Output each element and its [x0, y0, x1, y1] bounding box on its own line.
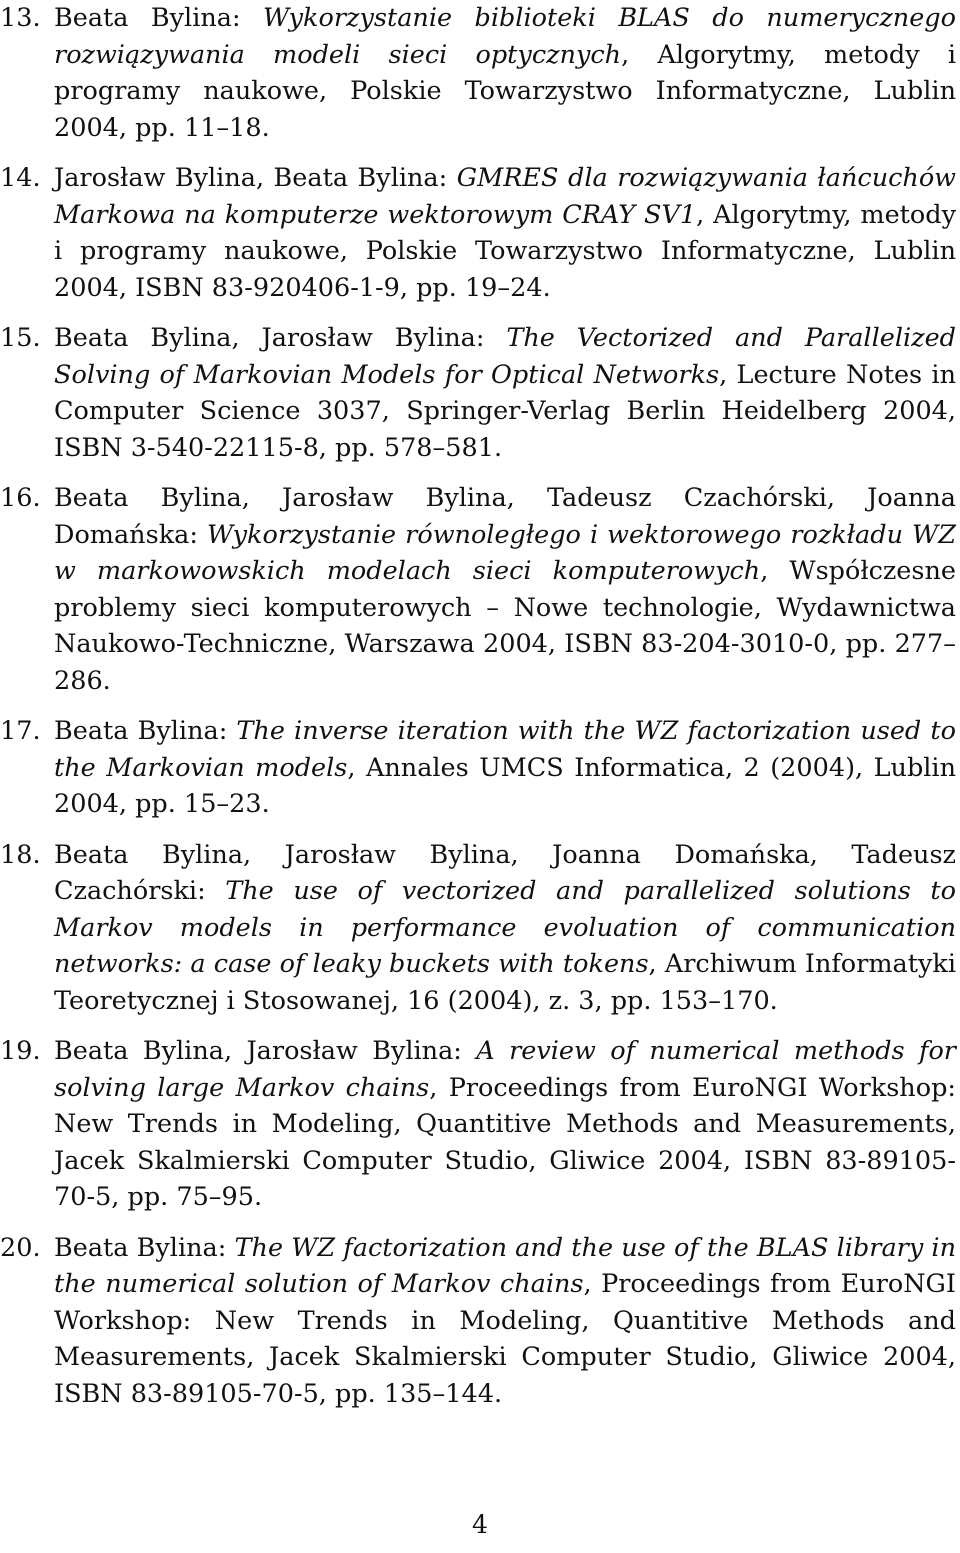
- reference-title: The Vectorized and Parallelized Solving of Markovian Models for Optical Networks: [54, 323, 956, 390]
- reference-authors: Beata Bylina, Jarosław Bylina:: [54, 323, 507, 353]
- reference-details: , Algorytmy, metody i programy naukowe, Polskie Towarzystwo Informatyczne, Lublin 2004, pp. 11–18.: [54, 39, 956, 143]
- reference-title: GMRES dla rozwiązywania łańcuchów Markowa na komputerze wektorowym CRAY SV1: [54, 163, 956, 230]
- reference-authors: Beata Bylina:: [54, 3, 263, 33]
- reference-details: , Archiwum Informatyki Teoretycznej i Stosowanej, 16 (2004), z. 3, pp. 153–170.: [54, 949, 956, 1016]
- reference-item-15: [0, 320, 956, 466]
- reference-item-20: [0, 1230, 956, 1413]
- reference-item-19: [0, 1033, 956, 1216]
- reference-item-16: [0, 480, 956, 699]
- reference-details: , Proceedings from EuroNGI Workshop: New Trends in Modeling, Quantitive Methods and Measurements, Jacek Skalmierski Computer Studio, Gliwice 2004, ISBN 83-89105-70-5, pp. 135–144.: [54, 1269, 956, 1409]
- reference-item-18: [0, 837, 956, 1020]
- reference-number: 18.: [0, 839, 41, 870]
- reference-authors: Beata Bylina:: [54, 716, 237, 746]
- reference-details: , Algorytmy, metody i programy naukowe, Polskie Towarzystwo Informatyczne, Lublin 2004, ISBN 83-920406-1-9, pp. 19–24.: [54, 199, 956, 303]
- reference-number: 15.: [0, 323, 41, 353]
- reference-details: , Annales UMCS Informatica, 2 (2004), Lublin 2004, pp. 15–23.: [54, 752, 957, 819]
- reference-details: , Lecture Notes in Computer Science 3037, Springer-Verlag Berlin Heidelberg 2004, ISBN 3-540-22115-8, pp. 578–581.: [54, 359, 956, 463]
- reference-authors: Beata Bylina, Jarosław Bylina, Tadeusz Czachórski, Joanna Domańska:: [54, 483, 956, 550]
- reference-title: Wykorzystanie biblioteki BLAS do numerycznego rozwiązywania modeli sieci optycznych: [54, 3, 956, 70]
- reference-number: 19.: [0, 1036, 41, 1066]
- reference-details: , Współczesne problemy sieci komputerowych – Nowe technologie, Wydawnictwa Naukowo-Techniczne, Warszawa 2004, ISBN 83-204-3010-0, pp. 277–286.: [54, 556, 957, 696]
- reference-title: A review of numerical methods for solving large Markov chains: [54, 1036, 957, 1103]
- reference-number: 14.: [0, 163, 41, 193]
- reference-authors: Beata Bylina:: [54, 1232, 235, 1263]
- reference-title: The WZ factorization and the use of the BLAS library in the numerical solution of Markov chains: [54, 1232, 957, 1299]
- reference-authors: Beata Bylina, Jarosław Bylina, Joanna Domańska, Tadeusz Czachórski:: [54, 839, 956, 906]
- reference-details: , Proceedings from EuroNGI Workshop: New Trends in Modeling, Quantitive Methods and Measurements, Jacek Skalmierski Computer Studio, Gliwice 2004, ISBN 83-89105-70-5, pp. 75–95.: [54, 1072, 957, 1212]
- reference-title: The inverse iteration with the WZ factorization used to the Markovian models: [54, 716, 956, 783]
- reference-item-14: [0, 160, 956, 306]
- page-number: 4: [472, 1510, 488, 1539]
- reference-number: 20.: [0, 1232, 41, 1263]
- reference-title: Wykorzystanie równoległego i wektorowego rozkładu WZ w markowowskich modelach sieci komputerowych: [54, 519, 956, 586]
- reference-number: 16.: [0, 483, 41, 513]
- reference-number: 17.: [0, 716, 41, 746]
- reference-title: The use of vectorized and parallelized solutions to Markov models in performance evoluation of communication networks: a case of leaky buckets with tokens: [54, 876, 956, 979]
- reference-number: 13.: [0, 3, 41, 33]
- reference-authors: Beata Bylina, Jarosław Bylina:: [54, 1036, 477, 1066]
- reference-item-13: [0, 0, 956, 146]
- reference-item-17: [0, 713, 956, 823]
- reference-authors: Jarosław Bylina, Beata Bylina:: [54, 163, 457, 193]
